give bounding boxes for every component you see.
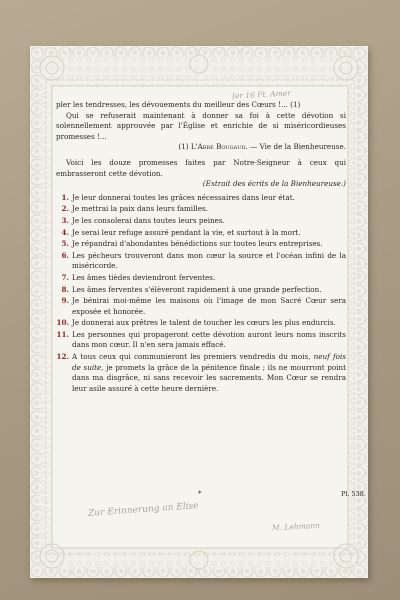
list-item: 12. A tous ceux qui communieront les premiers vendredis du mois, neuf fois de suite, je promets la grâce de la pénitence finale ; ils ne mourront point dans ma disgrâce, ni sans recevoir les sacrements. Mon Cœur se rendra leur asile assuré à cette heure dernière.: [56, 352, 346, 393]
paragraph: Qui se refuserait maintenant à donner sa foi à cette dévotion si solennellement approuvée par l'Église et enrichie de si miséricordieuses promesses !...: [56, 110, 346, 141]
intro: Voici les douze promesses faites par Notre-Seigneur à ceux qui embrasseront cette dévotion.: [56, 157, 346, 178]
source: (Extrait des écrits de la Bienheureuse.): [202, 179, 346, 189]
list-item: 7. Les âmes tièdes deviendront ferventes.: [61, 272, 216, 282]
list-item: 10. Je donnerai aux prêtres le talent de toucher les cœurs les plus endurcis.: [56, 318, 336, 328]
handwritten-dedication: Zur Erinnerung an Elise: [87, 501, 199, 519]
opening-line: pler les tendresses, les dévouements du meilleur des Cœurs !... (1): [56, 100, 301, 109]
footnote-title: — Vie de la Bienheureuse.: [250, 142, 346, 152]
list-item: 6. Les pécheurs trouveront dans mon cœur la source et l'océan infini de la miséricorde.: [61, 250, 346, 271]
list-item: 9. Je bénirai moi-même les maisons où l'image de mon Sacré Cœur sera exposée et honorée.: [61, 296, 346, 316]
handwritten-note-top: Ier 16 Ft. Amer: [231, 88, 292, 101]
footnote: [56, 142, 346, 153]
list-item: 5. Je répandrai d'abondantes bénédictions sur toutes leurs entreprises.: [61, 239, 323, 249]
promises-list: [56, 193, 346, 395]
list-item: 2. Je mettrai la paix dans leurs familles.: [61, 204, 208, 214]
footnote-author: (1) L'Abbé Bougaud.: [178, 142, 248, 152]
handwritten-signature: M. Lehmann: [271, 520, 321, 533]
ornament-star: *: [198, 490, 202, 498]
plate-number: Pl. 538.: [340, 490, 366, 498]
list-item: 4. Je serai leur refuge assuré pendant la vie, et surtout à la mort.: [61, 227, 301, 237]
list-item: 1. Je leur donnerai toutes les grâces nécessaires dans leur état.: [61, 192, 295, 202]
list-item: 8. Les âmes ferventes s'élèveront rapidement à une grande perfection.: [61, 284, 322, 294]
card-text: [56, 100, 346, 395]
list-item: 11. Les personnes qui propageront cette dévotion auront leurs noms inscrits dans mon cœur. Il n'en sera jamais effacé.: [56, 329, 346, 350]
list-item: 3. Je les consolerai dans toutes leurs peines.: [61, 215, 225, 225]
